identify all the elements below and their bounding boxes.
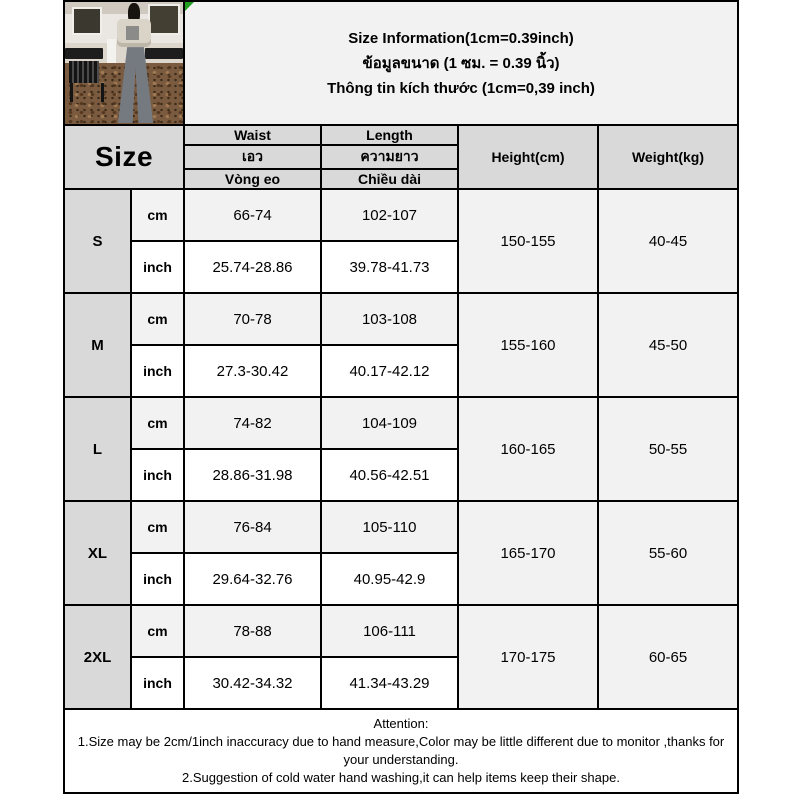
length-cm-value: 106-111 bbox=[321, 605, 458, 657]
title-line-english: Size Information(1cm=0.39inch) bbox=[348, 29, 574, 47]
waist-cm-value: 74-82 bbox=[184, 397, 321, 449]
unit-inch-label: inch bbox=[131, 449, 184, 501]
unit-inch-label: inch bbox=[131, 553, 184, 605]
photo-window-left bbox=[72, 7, 102, 35]
unit-cm-label: cm bbox=[131, 397, 184, 449]
waist-inch-value: 25.74-28.86 bbox=[184, 241, 321, 293]
unit-cm-label: cm bbox=[131, 605, 184, 657]
length-header-en: Length bbox=[321, 125, 458, 145]
photo-window-right bbox=[148, 4, 180, 35]
title-line-vietnamese: Thông tin kích thước (1cm=0,39 inch) bbox=[327, 79, 595, 97]
table-row bbox=[64, 397, 738, 449]
waist-inch-value: 30.42-34.32 bbox=[184, 657, 321, 709]
waist-header-vi: Vòng eo bbox=[184, 169, 321, 189]
waist-inch-value: 28.86-31.98 bbox=[184, 449, 321, 501]
size-label-l: L bbox=[64, 397, 131, 501]
table-row bbox=[64, 293, 738, 345]
length-header-vi: Chiều dài bbox=[321, 169, 458, 189]
title-cell bbox=[184, 1, 738, 125]
product-photo bbox=[65, 2, 183, 124]
unit-cm-label: cm bbox=[131, 293, 184, 345]
attention-note-1: 1.Size may be 2cm/1inch inaccuracy due to hand measure,Color may be little different due to monitor ,thanks for your understanding. bbox=[77, 734, 725, 767]
size-information-table bbox=[63, 0, 739, 794]
size-label-2xl: 2XL bbox=[64, 605, 131, 709]
waist-header-th: เอว bbox=[184, 145, 321, 169]
size-column-header: Size bbox=[64, 125, 184, 189]
length-cm-value: 105-110 bbox=[321, 501, 458, 553]
height-value: 155-160 bbox=[458, 293, 598, 397]
height-value: 160-165 bbox=[458, 397, 598, 501]
size-label-xl: XL bbox=[64, 501, 131, 605]
green-corner-marker-icon bbox=[185, 2, 194, 11]
waist-inch-value: 29.64-32.76 bbox=[184, 553, 321, 605]
height-header: Height(cm) bbox=[458, 125, 598, 189]
photo-model-top bbox=[126, 26, 139, 40]
waist-cm-value: 66-74 bbox=[184, 189, 321, 241]
weight-value: 50-55 bbox=[598, 397, 738, 501]
length-inch-value: 40.95-42.9 bbox=[321, 553, 458, 605]
photo-bench-left bbox=[65, 48, 103, 59]
height-value: 170-175 bbox=[458, 605, 598, 709]
attention-cell bbox=[64, 709, 738, 793]
title-line-thai: ข้อมูลขนาด (1 ซม. = 0.39 นิ้ว) bbox=[362, 54, 560, 72]
weight-value: 45-50 bbox=[598, 293, 738, 397]
weight-value: 60-65 bbox=[598, 605, 738, 709]
length-cm-value: 103-108 bbox=[321, 293, 458, 345]
attention-heading: Attention: bbox=[373, 716, 429, 731]
weight-header: Weight(kg) bbox=[598, 125, 738, 189]
unit-inch-label: inch bbox=[131, 241, 184, 293]
header-row-english bbox=[64, 125, 738, 145]
table-row bbox=[64, 605, 738, 657]
unit-inch-label: inch bbox=[131, 657, 184, 709]
table-row bbox=[64, 501, 738, 553]
size-label-m: M bbox=[64, 293, 131, 397]
waist-cm-value: 70-78 bbox=[184, 293, 321, 345]
height-value: 165-170 bbox=[458, 501, 598, 605]
attention-note-2: 2.Suggestion of cold water hand washing,it can help items keep their shape. bbox=[182, 770, 620, 785]
length-inch-value: 41.34-43.29 bbox=[321, 657, 458, 709]
unit-cm-label: cm bbox=[131, 189, 184, 241]
product-photo-cell bbox=[64, 1, 184, 125]
attention-row bbox=[64, 709, 738, 793]
photo-table-legs bbox=[70, 83, 104, 103]
table-row bbox=[64, 189, 738, 241]
waist-inch-value: 27.3-30.42 bbox=[184, 345, 321, 397]
height-value: 150-155 bbox=[458, 189, 598, 293]
length-cm-value: 104-109 bbox=[321, 397, 458, 449]
weight-value: 40-45 bbox=[598, 189, 738, 293]
photo-bench-right bbox=[145, 48, 183, 59]
waist-cm-value: 76-84 bbox=[184, 501, 321, 553]
length-inch-value: 39.78-41.73 bbox=[321, 241, 458, 293]
waist-header-en: Waist bbox=[184, 125, 321, 145]
photo-black-table bbox=[69, 61, 100, 83]
length-header-th: ความยาว bbox=[321, 145, 458, 169]
waist-cm-value: 78-88 bbox=[184, 605, 321, 657]
size-label-s: S bbox=[64, 189, 131, 293]
unit-inch-label: inch bbox=[131, 345, 184, 397]
length-cm-value: 102-107 bbox=[321, 189, 458, 241]
title-row bbox=[64, 1, 738, 125]
length-inch-value: 40.17-42.12 bbox=[321, 345, 458, 397]
unit-cm-label: cm bbox=[131, 501, 184, 553]
length-inch-value: 40.56-42.51 bbox=[321, 449, 458, 501]
weight-value: 55-60 bbox=[598, 501, 738, 605]
